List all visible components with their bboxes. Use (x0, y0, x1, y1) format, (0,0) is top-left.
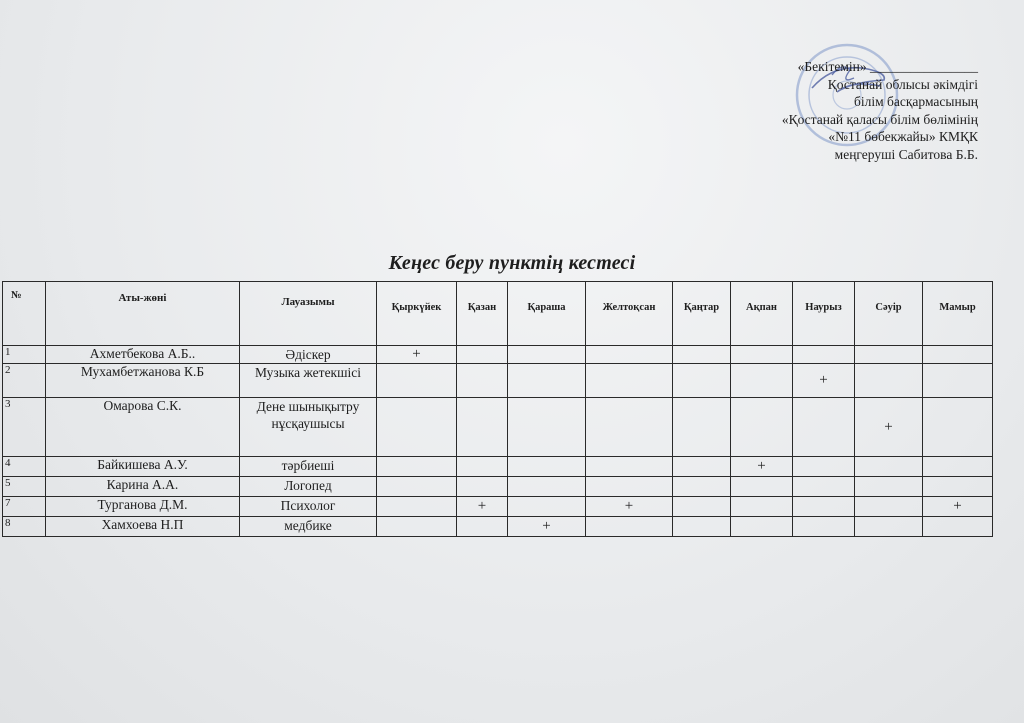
approval-line: меңгеруші Сабитова Б.Б. (834, 146, 978, 162)
table-row (3, 346, 993, 364)
month-cell (586, 477, 673, 497)
month-cell (855, 497, 923, 517)
row-name: Карина А.А. (46, 477, 240, 497)
row-position: Психолог (240, 497, 377, 517)
row-position: тәрбиеші (240, 457, 377, 477)
row-position: Дене шынықытру нұсқаушысы (240, 398, 377, 457)
month-cell (923, 517, 993, 537)
header-name: Аты-жөні (46, 282, 240, 346)
month-cell (377, 398, 457, 457)
month-cell (673, 477, 731, 497)
row-number: 4 (3, 457, 46, 477)
month-cell (923, 398, 993, 457)
month-cell (457, 517, 508, 537)
month-cell (377, 364, 457, 398)
approval-line: «Бекітемін» ________________ (797, 59, 978, 74)
month-cell (586, 346, 673, 364)
row-number: 8 (3, 517, 46, 537)
month-cell (731, 517, 793, 537)
header-month: Желтоқсан (586, 282, 673, 346)
approval-line: «№11 бөбекжайы» КМҚК (828, 129, 978, 144)
table-row (3, 517, 993, 537)
header-month: Мамыр (923, 282, 993, 346)
month-cell (923, 477, 993, 497)
row-number: 7 (3, 497, 46, 517)
header-month: Наурыз (793, 282, 855, 346)
table-row (3, 364, 993, 398)
month-cell: + (855, 398, 923, 457)
header-month: Қыркүйек (377, 282, 457, 346)
header-month: Қараша (508, 282, 586, 346)
month-cell (457, 364, 508, 398)
month-cell: + (731, 457, 793, 477)
month-cell: + (586, 497, 673, 517)
row-number: 2 (3, 364, 46, 398)
month-cell (855, 517, 923, 537)
row-position: Логопед (240, 477, 377, 497)
month-cell: + (793, 364, 855, 398)
month-cell (793, 477, 855, 497)
month-cell (508, 364, 586, 398)
month-cell (377, 517, 457, 537)
month-cell: + (923, 497, 993, 517)
header-month: Қазан (457, 282, 508, 346)
month-cell (586, 517, 673, 537)
approval-block (678, 58, 978, 163)
month-cell (508, 346, 586, 364)
month-cell (923, 346, 993, 364)
table-row (3, 497, 993, 517)
month-cell (673, 497, 731, 517)
month-cell (731, 497, 793, 517)
month-cell (673, 346, 731, 364)
month-cell: + (377, 346, 457, 364)
month-cell (457, 398, 508, 457)
month-cell: + (457, 497, 508, 517)
table-row (3, 398, 993, 457)
month-cell (855, 346, 923, 364)
month-cell (673, 457, 731, 477)
month-cell: + (508, 517, 586, 537)
month-cell (855, 364, 923, 398)
month-cell (586, 364, 673, 398)
row-number: 1 (3, 346, 46, 364)
header-month: Сәуір (855, 282, 923, 346)
month-cell (793, 497, 855, 517)
table-row (3, 477, 993, 497)
month-cell (508, 457, 586, 477)
month-cell (377, 477, 457, 497)
month-cell (731, 477, 793, 497)
month-cell (673, 517, 731, 537)
month-cell (855, 457, 923, 477)
month-cell (793, 517, 855, 537)
table-body (3, 346, 993, 537)
month-cell (793, 346, 855, 364)
month-cell (855, 477, 923, 497)
month-cell (377, 457, 457, 477)
row-position: Музыка жетекшісі (240, 364, 377, 398)
schedule-table (2, 281, 993, 537)
row-position: Әдіскер (240, 346, 377, 364)
row-name: Мухамбетжанова К.Б (46, 364, 240, 398)
row-name: Байкишева А.У. (46, 457, 240, 477)
month-cell (508, 477, 586, 497)
month-cell (793, 398, 855, 457)
month-cell (508, 398, 586, 457)
row-position: медбике (240, 517, 377, 537)
table-row (3, 457, 993, 477)
row-name: Омарова С.К. (46, 398, 240, 457)
month-cell (923, 457, 993, 477)
header-number: № (3, 282, 46, 346)
month-cell (377, 497, 457, 517)
approval-line: Қостанай облысы әкімдігі (827, 76, 978, 92)
month-cell (586, 398, 673, 457)
month-cell (586, 457, 673, 477)
row-name: Ахметбекова А.Б.. (46, 346, 240, 364)
row-name: Турганова Д.М. (46, 497, 240, 517)
row-number: 3 (3, 398, 46, 457)
month-cell (731, 364, 793, 398)
header-position: Лауазымы (240, 282, 377, 346)
header-month: Қаңтар (673, 282, 731, 346)
month-cell (673, 364, 731, 398)
month-cell (508, 497, 586, 517)
month-cell (457, 477, 508, 497)
month-cell (731, 398, 793, 457)
month-cell (457, 346, 508, 364)
approval-line: «Қостанай қаласы білім бөлімінің (781, 111, 978, 127)
month-cell (673, 398, 731, 457)
month-cell (457, 457, 508, 477)
month-cell (923, 364, 993, 398)
approval-line: білім басқармасының (854, 94, 978, 109)
header-month: Ақпан (731, 282, 793, 346)
row-number: 5 (3, 477, 46, 497)
month-cell (731, 346, 793, 364)
document-title: Кеңес беру пунктің кестесі (388, 252, 636, 274)
month-cell (793, 457, 855, 477)
row-name: Хамхоева Н.П (46, 517, 240, 537)
table-header-row (3, 282, 993, 346)
